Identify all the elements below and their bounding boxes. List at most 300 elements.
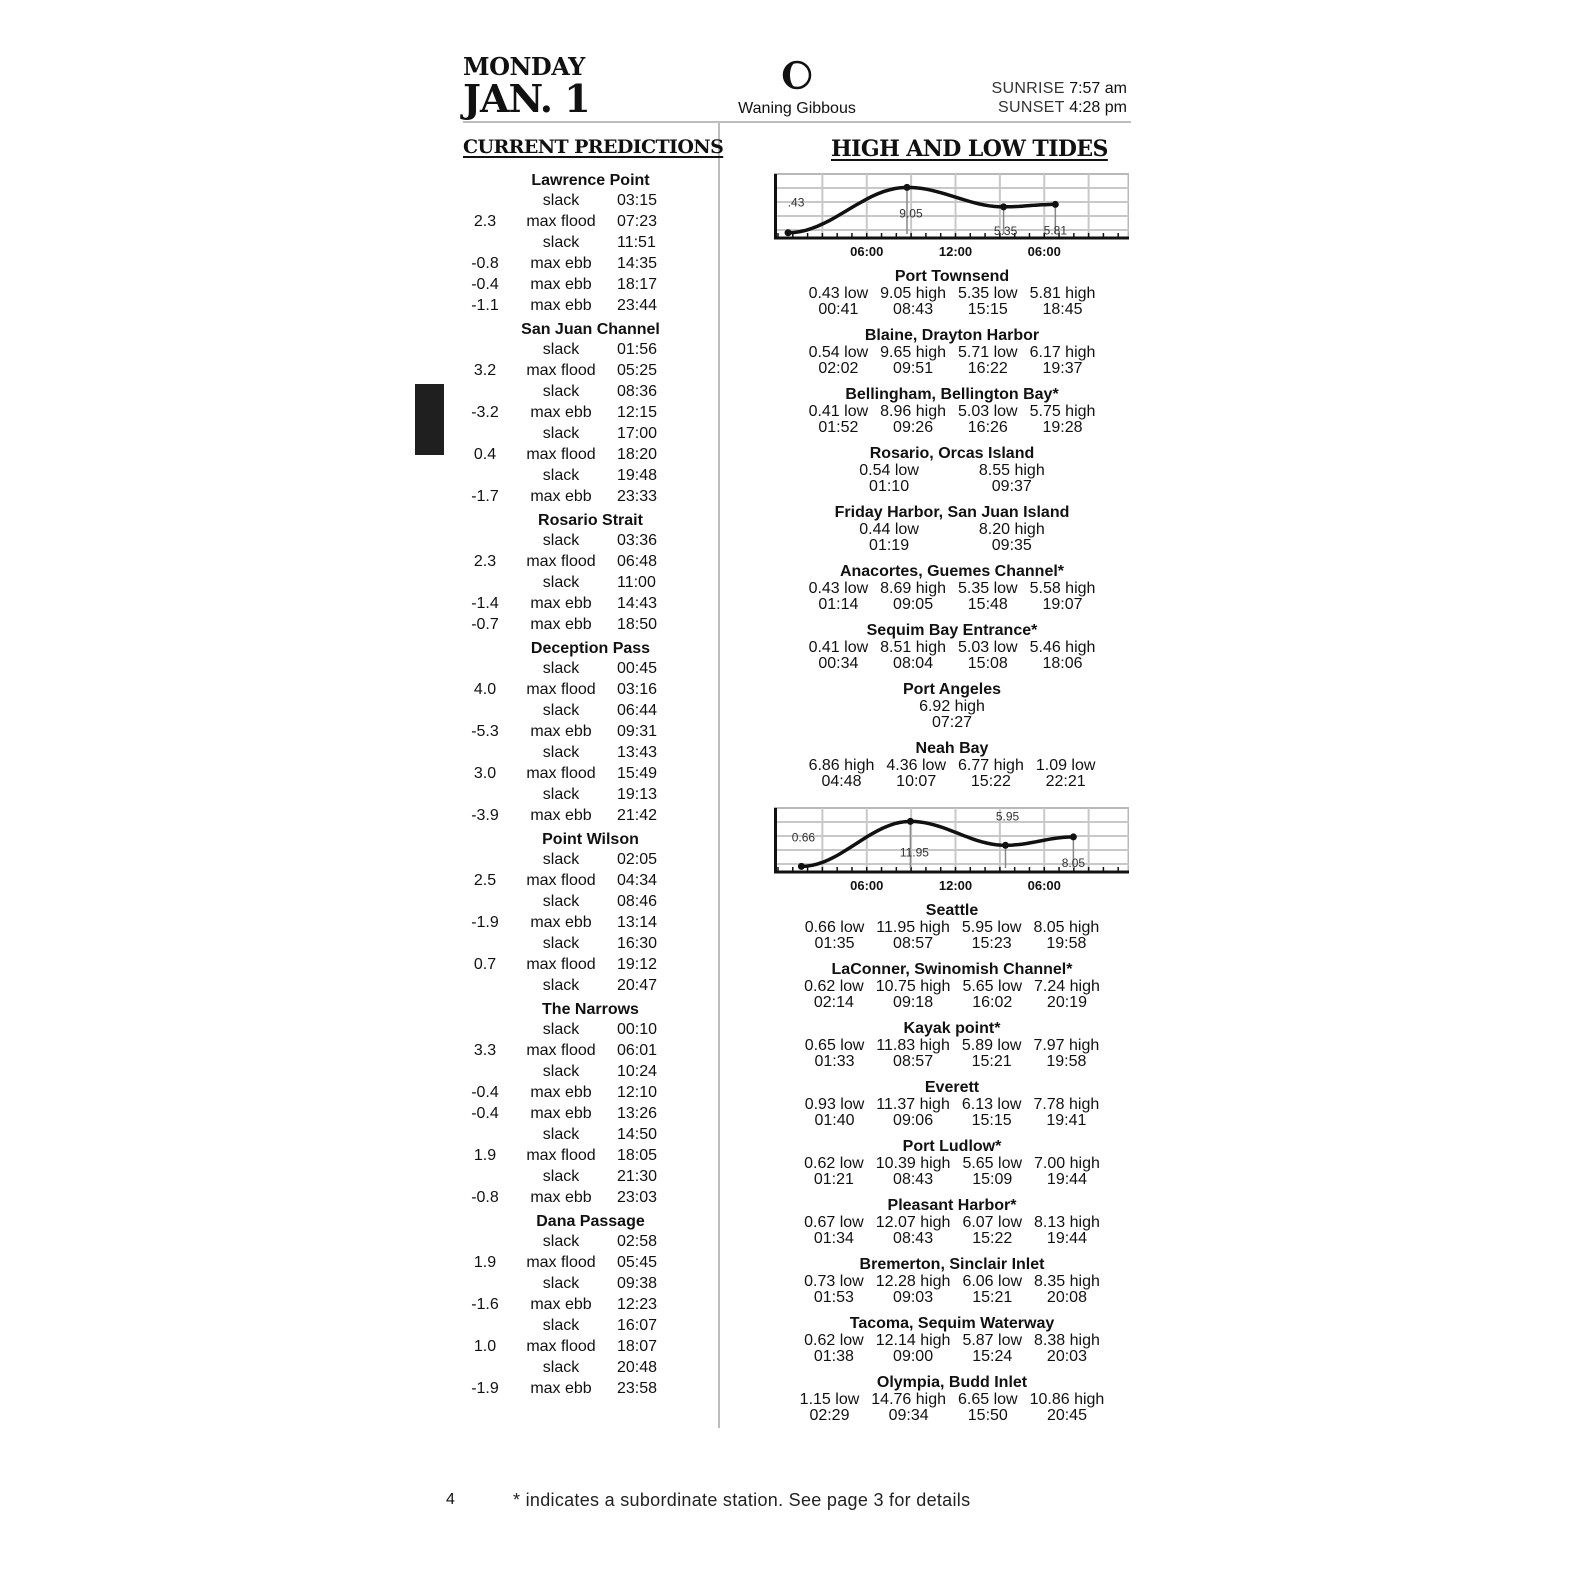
tide-time: 01:40 [814,1112,855,1129]
tide-event [956,1156,1028,1188]
current-type: max ebb [530,807,592,824]
current-type: slack [542,977,580,994]
tide-event [803,345,875,377]
tide-event [1024,581,1102,613]
current-type: max flood [526,765,596,782]
tide-value: 6.07 low [962,1214,1023,1231]
tide-event [952,404,1024,436]
tide-time: 09:35 [991,537,1032,554]
tide-time: 15:15 [971,1112,1012,1129]
station-name: Deception Pass [530,640,651,657]
tide-event [952,1392,1024,1424]
tide-time: 10:07 [896,773,937,790]
tide-event [1024,286,1102,318]
current-time: 08:46 [617,893,658,910]
tide-events [774,345,1130,377]
current-time: 17:00 [617,425,658,442]
current-row [463,486,688,507]
tide-value: 0.73 low [804,1273,864,1290]
current-row [463,1061,688,1082]
tide-time: 15:09 [972,1171,1013,1188]
tide-events [774,920,1130,952]
tide-event [870,979,957,1011]
sunrise-line [992,79,1128,98]
current-speed: -1.9 [471,914,499,931]
tide-value: 12.07 high [875,1214,951,1231]
chart-frame [775,174,1129,238]
tide-station [774,1256,1130,1306]
sun-times [992,79,1128,117]
current-row [463,614,688,635]
tide-time: 15:08 [967,655,1008,672]
tide-station-name: Seattle [925,902,979,919]
current-time: 23:33 [617,488,658,505]
tide-time: 22:21 [1045,773,1086,790]
current-speed: -5.3 [471,723,499,740]
current-speed: 2.3 [473,213,497,230]
moon-phase-label: Waning Gibbous [738,100,856,117]
current-time: 07:23 [617,213,658,230]
tide-time: 19:37 [1042,360,1083,377]
tide-event [803,581,875,613]
current-type: max ebb [530,1189,592,1206]
tide-value: 8.05 high [1033,919,1100,936]
current-row [463,1273,688,1294]
port-townsend-tide-chart [774,172,1129,260]
tide-time: 19:44 [1046,1230,1087,1247]
station-name: The Narrows [542,1001,639,1018]
current-speed [463,1315,507,1336]
tide-time: 15:48 [967,596,1008,613]
current-speed: -0.7 [471,616,499,633]
tide-time: 19:44 [1046,1171,1087,1188]
tide-station-name: LaConner, Swinomish Channel* [831,961,1073,978]
tide-time: 01:14 [818,596,859,613]
tide-value: 11.95 high [876,919,950,936]
current-time: 18:20 [617,446,658,463]
current-row [463,465,688,486]
tide-time: 01:21 [813,1171,854,1188]
tide-event [798,1333,870,1365]
tide-value: 8.35 high [1034,1273,1100,1290]
tide-time: 04:48 [821,773,862,790]
current-speed [463,530,507,551]
current-speed [463,465,507,486]
tide-event [1027,920,1105,952]
tide-value: 8.55 high [978,462,1045,479]
current-row [463,1336,688,1357]
tide-event [1028,979,1106,1011]
current-time: 03:36 [617,532,658,549]
current-type: slack [542,702,580,719]
tide-value: 7.00 high [1034,1155,1100,1172]
weekday: MONDAY [463,52,585,81]
tide-value: 0.54 low [808,344,869,361]
current-row [463,530,688,551]
current-speed [463,1124,507,1145]
tide-events [774,699,1130,731]
tide-time: 09:18 [893,994,934,1011]
sunset-label: SUNSET [998,99,1065,116]
tide-value: 6.17 high [1029,344,1096,361]
current-time: 11:00 [617,574,656,591]
current-time: 08:36 [617,383,658,400]
current-time: 05:25 [617,362,658,379]
station-name: Rosario Strait [538,512,643,529]
tide-value: 0.65 low [804,1037,865,1054]
tide-value: 7.97 high [1033,1037,1100,1054]
current-time: 19:48 [617,467,658,484]
tide-event [1027,1097,1105,1129]
x-tick-label: 12:00 [938,878,973,893]
tide-time: 01:19 [869,537,910,554]
current-row [463,1294,688,1315]
current-speed: -0.8 [471,255,499,272]
current-station [463,511,688,635]
column-divider [718,123,720,1428]
tide-value: 6.13 low [961,1096,1022,1113]
current-speed [463,742,507,763]
tide-value: 6.77 high [958,757,1024,774]
tide-event [870,1097,956,1129]
tide-time: 19:28 [1042,419,1083,436]
current-type: slack [542,341,580,358]
current-type: slack [542,1126,580,1143]
tide-station-name: Anacortes, Guemes Channel* [839,563,1065,580]
tide-value: 1.15 low [799,1391,860,1408]
current-row [463,423,688,444]
tide-value: 7.24 high [1034,978,1100,995]
tide-time: 09:26 [893,419,934,436]
current-speed: 1.9 [473,1254,497,1271]
tide-time: 08:04 [893,655,934,672]
current-speed [463,423,507,444]
current-speed: -1.6 [471,1296,499,1313]
current-row [463,1252,688,1273]
tide-value: 6.06 low [962,1273,1023,1290]
tide-time: 09:05 [893,596,934,613]
current-type: max ebb [530,1296,592,1313]
current-speed: 2.5 [473,872,497,889]
current-type: slack [542,425,580,442]
tide-event [853,522,925,554]
current-speed [463,933,507,954]
current-row [463,870,688,891]
tide-value: 12.28 high [875,1273,951,1290]
tide-curve [801,821,1073,866]
tide-event [874,640,952,672]
tide-value: 5.65 low [962,978,1023,995]
current-time: 20:48 [617,1359,658,1376]
tide-event [853,463,925,495]
current-time: 03:15 [617,192,658,209]
current-speed [463,232,507,253]
tide-event [794,1392,866,1424]
tide-point [1000,203,1007,210]
tide-value: 8.38 high [1034,1332,1100,1349]
current-predictions-title: CURRENT PREDICTIONS [463,136,724,158]
tide-event [1024,345,1102,377]
current-type: slack [542,383,580,400]
tide-point-label: 0.66 [791,830,816,845]
tide-chart-svg [774,806,1129,894]
tide-event [952,640,1024,672]
tide-time: 19:07 [1042,596,1083,613]
tide-event [956,1215,1028,1247]
current-row [463,742,688,763]
current-predictions [463,171,688,1403]
tide-point-label: 5.35 [993,223,1018,238]
tide-events [774,1215,1130,1247]
tide-station-name: Bremerton, Sinclair Inlet [859,1256,1045,1273]
header-divider [463,121,1131,123]
tide-value: 6.65 low [958,1391,1018,1408]
tide-event [803,758,881,790]
tide-station-name: Pleasant Harbor* [887,1197,1017,1214]
current-row [463,295,688,316]
current-row [463,954,688,975]
current-time: 03:16 [617,681,658,698]
tide-events [774,1274,1130,1306]
current-time: 06:44 [617,702,658,719]
tide-time: 15:22 [972,1230,1013,1247]
current-time: 20:47 [617,977,658,994]
station-name: Point Wilson [542,831,639,848]
tide-station [774,902,1130,952]
tide-station-name: Bellingham, Bellington Bay* [845,386,1059,403]
tide-station-name: Everett [924,1079,980,1096]
tide-events [774,979,1130,1011]
tide-station-name: Port Ludlow* [902,1138,1002,1155]
tide-station-name: Port Townsend [894,268,1010,285]
tide-time: 18:06 [1042,655,1083,672]
tide-event [952,345,1024,377]
tide-chart-svg [774,172,1129,260]
tide-value: 0.44 low [859,521,919,538]
current-type: slack [542,1063,580,1080]
tide-value: 6.92 high [919,698,985,715]
current-type: slack [542,467,580,484]
current-row [463,1187,688,1208]
tide-value: 8.13 high [1034,1214,1100,1231]
tide-time: 16:26 [967,419,1008,436]
tide-value: 10.75 high [875,978,951,995]
current-row [463,1103,688,1124]
tide-event [874,286,952,318]
tide-value: 5.75 high [1029,403,1096,420]
current-speed: -1.4 [471,595,499,612]
current-time: 06:01 [617,1042,658,1059]
tide-station-name: Kayak point* [903,1020,1001,1037]
tide-value: 5.58 high [1029,580,1096,597]
current-time: 16:07 [617,1317,658,1334]
current-time: 12:10 [617,1084,658,1101]
tide-station-name: Tacoma, Sequim Waterway [849,1315,1055,1332]
x-tick-label: 06:00 [850,878,884,893]
tide-value: 5.03 low [958,639,1018,656]
current-type: max flood [526,446,596,463]
current-speed: 1.9 [473,1147,497,1164]
tide-time: 15:24 [972,1348,1013,1365]
current-speed: -0.4 [471,276,499,293]
current-type: max flood [526,872,596,889]
tide-point-label: 9.05 [899,206,923,221]
tide-value: 0.67 low [804,1214,864,1231]
tide-time: 09:03 [893,1289,934,1306]
current-time: 18:17 [617,276,658,293]
current-row [463,1231,688,1252]
tide-value: 1.09 low [1035,757,1096,774]
current-type: max flood [526,1147,596,1164]
current-type: slack [542,660,580,677]
current-time: 21:42 [617,807,658,824]
tide-point [1052,201,1059,208]
page-number: 4 [446,1491,455,1508]
x-tick-label: 12:00 [938,244,973,259]
tide-event [973,463,1051,495]
tide-station-name: Neah Bay [915,740,989,757]
current-type: max flood [526,1254,596,1271]
tide-value: 5.95 low [961,919,1022,936]
current-time: 23:44 [617,297,658,314]
tide-event [1028,1333,1106,1365]
tide-station [774,1374,1130,1424]
current-type: slack [542,1168,580,1185]
tide-time: 20:03 [1046,1348,1087,1365]
tide-event [865,1392,952,1424]
current-row [463,253,688,274]
tide-event [973,522,1051,554]
tide-event [874,345,952,377]
current-type: slack [542,851,580,868]
current-row [463,1124,688,1145]
current-speed: 2.3 [473,553,497,570]
tide-event [870,1215,957,1247]
tide-time: 15:23 [971,935,1012,952]
current-speed [463,1231,507,1252]
tide-value: 11.37 high [876,1096,950,1113]
tide-point [1002,842,1009,849]
current-speed: 3.0 [473,765,497,782]
tide-event [870,1156,957,1188]
current-row [463,1145,688,1166]
current-time: 01:56 [617,341,658,358]
tide-point-label: 5.95 [995,809,1020,824]
current-type: max ebb [530,723,592,740]
tide-event [803,286,875,318]
tide-value: 0.62 low [804,1332,864,1349]
tide-event [870,1333,957,1365]
current-speed [463,975,507,996]
current-type: slack [542,192,580,209]
current-type: max flood [526,1042,596,1059]
tide-event [1027,1038,1105,1070]
current-row [463,700,688,721]
tide-event [799,920,871,952]
current-row [463,658,688,679]
tide-station-name: Port Angeles [902,681,1002,698]
tide-events [774,463,1130,495]
current-time: 18:07 [617,1338,658,1355]
current-time: 13:43 [617,744,658,761]
current-speed [463,658,507,679]
tide-value: 0.62 low [804,978,864,995]
tide-value: 5.65 low [962,1155,1023,1172]
tide-event [874,581,952,613]
current-speed: 0.4 [473,446,497,463]
tide-point-label: 8.05 [1061,855,1086,870]
tide-value: 4.36 low [886,757,946,774]
current-row [463,975,688,996]
current-row [463,274,688,295]
tide-value: 12.14 high [875,1332,951,1349]
current-time: 05:45 [617,1254,658,1271]
current-type: slack [542,893,580,910]
tide-station-name: Friday Harbor, San Juan Island [834,504,1070,521]
current-speed: -0.4 [471,1084,499,1101]
tide-station [774,681,1130,731]
current-time: 19:12 [617,956,658,973]
current-row [463,1019,688,1040]
current-time: 15:49 [617,765,658,782]
tide-event [799,1097,871,1129]
tide-time: 15:21 [971,1053,1012,1070]
sunset-time: 4:28 pm [1069,99,1127,116]
current-type: max ebb [530,1105,592,1122]
current-speed [463,784,507,805]
current-station [463,639,688,826]
tide-time: 08:57 [893,935,934,952]
tide-station-name: Sequim Bay Entrance* [866,622,1038,639]
sunrise-label: SUNRISE [991,80,1065,97]
tide-time: 20:45 [1046,1407,1087,1424]
current-row [463,402,688,423]
current-type: slack [542,234,580,251]
current-type: slack [542,532,580,549]
tide-event [1030,758,1102,790]
tide-time: 01:10 [869,478,910,495]
current-speed: -3.9 [471,807,499,824]
tide-time: 19:58 [1046,1053,1087,1070]
current-type: max flood [526,362,596,379]
current-row [463,1378,688,1399]
current-time: 10:24 [617,1063,658,1080]
tide-event [956,979,1028,1011]
tide-time: 01:34 [813,1230,854,1247]
current-type: max ebb [530,914,592,931]
current-speed: -1.7 [471,488,499,505]
current-type: max flood [526,681,596,698]
tide-value: 0.43 low [808,580,869,597]
tide-time: 00:41 [818,301,859,318]
current-type: max flood [526,553,596,570]
footnote: * indicates a subordinate station. See page 3 for details [513,1490,971,1510]
tide-event [1028,1156,1106,1188]
current-row [463,572,688,593]
current-speed [463,1019,507,1040]
tide-time: 02:29 [809,1407,850,1424]
tide-event [803,404,875,436]
x-tick-label: 06:00 [1027,878,1061,893]
tide-value: 5.71 low [958,344,1018,361]
tide-value: 5.35 low [958,285,1018,302]
tide-events [774,1333,1130,1365]
current-time: 23:58 [617,1380,658,1397]
current-time: 21:30 [617,1168,658,1185]
tide-event [956,1097,1028,1129]
current-row [463,1315,688,1336]
current-speed: -1.1 [471,297,499,314]
